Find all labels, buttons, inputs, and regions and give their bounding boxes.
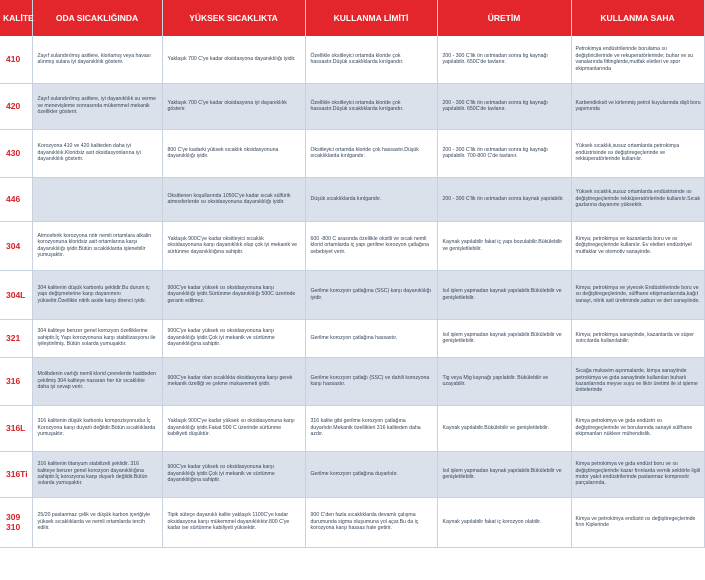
uretim-cell: 200 - 300 C'lik ön ısıtmadan sonra tig kaynağı yapılabilir. 650C'de tavlanır. (437, 83, 571, 129)
yuksek-sicaklikta-cell: 800 C'ye kadarki yüksek sıcaklık oksidasyonuna dayanıklılığı iyidir. (162, 129, 305, 177)
kullanma-sahasi-cell: Kimya; petrokimya ve kazanlarda boru ve ısı değiştiregeçlerinde kullanılır. Ev eletleri endüstriyel mutfaklar ve otomotiv sanayinde. (571, 221, 704, 270)
kalite-cell: 446 (0, 177, 32, 221)
kalite-cell: 321 (0, 319, 32, 357)
kullanma-limiti-cell: Gerilme korozyon çatlağına hassastır. (305, 319, 437, 357)
table-row (0, 405, 704, 451)
kalite-cell: 316Ti (0, 451, 32, 497)
header-row (0, 0, 704, 36)
header-kullanma-sahasi: KULLANMA SAHA (571, 0, 704, 36)
table-row (0, 357, 704, 405)
kullanma-limiti-cell: Oksitleyici ortamda kloride çok hassastır.Düşük sıcaklıklarda kırılgandır. (305, 129, 437, 177)
kullanma-sahasi-cell: Kimya petrokimya ve gıda endüst boru ve ısı değiştiregeçlerinde kazar fırınlarda vernik sektörle ilgili motor yakıt endüstrilerinde paslanmaz kompresör parçalarında. (571, 451, 704, 497)
table-row (0, 221, 704, 270)
kullanma-limiti-cell: 900 C'den fazla sıcaklıklarda devamlı çalışma durumunda sigma oluşumuna yol açar.Bu da iç korozyona karşı hassas hale getirir. (305, 497, 437, 547)
kullanma-sahasi-cell: Yüksek sıcaklık,susuz ortamlarda endüstrisinde ısı değiştiregeçlerinde rekküperatörlerinde kullanılır.Sıcak gazlarına dayanımı yüksektir. (571, 177, 704, 221)
kullanma-sahasi-cell: Karbendioksit ve kirlenmiş petrol kuyularında dişli boru yapımında (571, 83, 704, 129)
oda-sicakliginda-cell: Korozyona 410 ve 420 kaliteden daha iyi dayanıklılık.Kloridsiz asit oksidasyonlarına iyi dayanıklılık gösterir. (32, 129, 162, 177)
kalite-cell: 430 (0, 129, 32, 177)
yuksek-sicaklikta-cell: Yaklaşık 900C'ye kadar yüksek ısı oksidasyonuna karşı dayanıklılığı iyidir.Fakat 500 C üzerinde sürtünme kabiliyeti düşüktür. (162, 405, 305, 451)
uretim-cell: 200 - 300 C'lik ön ısıtmadan sonra kaynak yapılabilir. (437, 177, 571, 221)
uretim-cell: Isıl işlem yapmadan kaynak yapılabilir.Bükülebilir ve genişletilebilir. (437, 270, 571, 319)
uretim-cell: Tig veya Mig kaynağı yapılabilir. Bükülebilir ve uzayabilir. (437, 357, 571, 405)
oda-sicakliginda-cell: Zayıf sulandırılmış asitlere, klorlamış veya havası alınmış sulara iyi dayanıklılık gösterir. (32, 36, 162, 83)
table-row (0, 451, 704, 497)
table-row (0, 270, 704, 319)
yuksek-sicaklikta-cell: 900C'ye kadar yüksek ısı oksidasyonuna karşı dayanıklılığı iyidir.Sürtünme dayanıklılığı 500C üzerinde gerantı edilmez. (162, 270, 305, 319)
table-row (0, 83, 704, 129)
yuksek-sicaklikta-cell: Yaklaşık 900C'ye kadar oksitleyici sıcaklık oksidasyonuna karşı dayanıklılık olup çok iyi mekanik ve sürtünme dayanıklılığına sahiptir. (162, 221, 305, 270)
kalite-cell: 316L (0, 405, 32, 451)
kullanma-sahasi-cell: Kimya petrokimya ve gıda endüstri ısı değiştiregeçlerinde ve borularında sanayii sülfhane ekipmanları nükleer mühendislik. (571, 405, 704, 451)
header-uretim: ÜRETİM (437, 0, 571, 36)
kullanma-limiti-cell: Gerilme korozyon çatlağı (SSC) ve dahili korozyona karşı hassastır. (305, 357, 437, 405)
kullanma-limiti-cell: Özellikle oksitleyici ortamda kloride çok hassastır.Düşük sıcaklıklarda kırılgandır. (305, 83, 437, 129)
table-row (0, 497, 704, 547)
header-oda-sicakliginda: ODA SICAKLIĞINDA (32, 0, 162, 36)
yuksek-sicaklikta-cell: 900C'ye kadar yüksek ısı oksidasyonuna karşı dayanıklılığı iyidir.Çok iyi mekanik ve sürtünme dayanıklılığına sahiptir. (162, 451, 305, 497)
kullanma-sahasi-cell: Petrokimya endüstrilerinde borulama ısı değiştiricilerinde ve rekuperatörlerinde; buhar ve su vanalarında fittinglerde,mutfak eletleri ve spor ekipmanlarında (571, 36, 704, 83)
uretim-cell: 200 - 300 C'lik ön ısıtmadan sonra tig kaynağı yapılabilir. 700-800 C'de tavlanır. (437, 129, 571, 177)
header-yuksek-sicaklikta: YÜKSEK SICAKLIKTA (162, 0, 305, 36)
kalite-cell: 304 (0, 221, 32, 270)
table-row (0, 129, 704, 177)
kullanma-sahasi-cell: Yüksek sıcaklık,susuz ortamlarda petrokimya endüstrisinde ısı değiştiregeçlerinde ve rekküperatörlerinde kullanılır. (571, 129, 704, 177)
yuksek-sicaklikta-cell: Yaklaşık 700 C'ye kadar oksidasyona iyi dayanıklılık gösterir. (162, 83, 305, 129)
oda-sicakliginda-cell: Molibdenin varlığı nemli klorid çevrelerde haddeden çekilmiş 304 kaliteye nazaran her tür sıcaklıkte daha iyi cevap verir. (32, 357, 162, 405)
kullanma-limiti-cell: Özellikle oksitleyici ortamda kloride çok hassastır.Düşük sıcaklıklarda kırılgandır. (305, 36, 437, 83)
oda-sicakliginda-cell: Atmosferik korozyona nötr nemli ortamlara alkalin korozyonuna kloridsiz asit ortamlarına karşı dayanıklılığı iyidir.Bütün sıcaklıklarda işlenebilir yumuşaktır. (32, 221, 162, 270)
uretim-cell: 200 - 300 C'lik ön ısıtmadan sonra tig kaynağı yapılabilir. 650C'de tavlanır. (437, 36, 571, 83)
yuksek-sicaklikta-cell: Tipik süteçe dayanıklı kalite yaklaşık 1100C'ye kadar oksidasyona karşı mükemmel dayanıklılıktır.800 C'ye kadar ise sürtünme kabiliyeti yüksektir. (162, 497, 305, 547)
uretim-cell: Kaynak yapılabilir.Bükülebilir ve genişletilebilir. (437, 405, 571, 451)
kullanma-sahasi-cell: Kimya; petrokimya sanayiinde, kazanlarda ve süper ısıtıcılarda kullanılabilir. (571, 319, 704, 357)
kullanma-sahasi-cell: Kimya ve petrokimya endüstri ısı değiştiregeçlerinde fırın Kiplerinde (571, 497, 704, 547)
table-row (0, 36, 704, 83)
header-kalite: KALİTE (0, 0, 32, 36)
yuksek-sicaklikta-cell: Yaklaşık 700 C'ye kadar oksidasyona dayanıklılığı iyidir. (162, 36, 305, 83)
kullanma-limiti-cell: Gerilme korozyon çatlağına (SSC) karşı dayanıklılığı iyidir. (305, 270, 437, 319)
kalite-cell: 410 (0, 36, 32, 83)
kullanma-sahasi-cell: Kimya; petrokimya ve yiyecek Endüstrilerinde boru ve ısı değiştiregeçlerinde, sülfhane ekipmanlarında,kağıt sanayi, nitrik asit üretiminde,sabun ve deri sanayiinde. (571, 270, 704, 319)
kullanma-limiti-cell: 600 -800 C arasında özellikle oksitli ve sıcak nemli klorid ortamlarda iç yapı gerilme korozyon çatlağına sebebiyet verir. (305, 221, 437, 270)
uretim-cell: Kaynak yapılabilir fakat iç yapı bozulabilir.Bükülebilir ve genişletilebilir. (437, 221, 571, 270)
kalite-cell: 420 (0, 83, 32, 129)
table-row (0, 319, 704, 357)
uretim-cell: Isıl işlem yapmadan kaynak yapılabilir.Bükülebilir ve genişletilebilir. (437, 451, 571, 497)
table-row (0, 177, 704, 221)
kullanma-sahasi-cell: Sıcağa mukavim aşınmalarde, kimya sanayiinde petrokimya ve gıda sanayiinde kullanılan buharlı kazanlarında meyve suyu ve likör üretimi ile st işleme ünitelerinde (571, 357, 704, 405)
table-body (0, 36, 704, 547)
kullanma-limiti-cell: 316 kalite gibi gerilme korozyon çatlağına duyarlıdır.Mekanik özellikleri 316 kaliteden daha azdır. (305, 405, 437, 451)
oda-sicakliginda-cell: Zayıf sulandırılmış asitlere, iyi dayanıklılık su verme ve menevişleme sonrasında mükemmel mekanik özellikler gösterir. (32, 83, 162, 129)
kalite-cell: 316 (0, 357, 32, 405)
oda-sicakliginda-cell: 316 kalitenin titanyum stabilizeli şeklidir. 316 kaliteye benzer genel korozyon dayanıklılığına sahiptir.İç korozyona karşı duyarlı değildir.Bütün ısılarda yumuşaktır. (32, 451, 162, 497)
header-kullanma-limiti: KULLANMA LİMİTİ (305, 0, 437, 36)
yuksek-sicaklikta-cell: Oksitlenen koşullarında 1050C'ye kadar sıcak sülfürik atmosferlerde ısı oksidasyonuna dayanıklılığı iyidir. (162, 177, 305, 221)
oda-sicakliginda-cell: 304 kalitenin düşük karbonlu şeklidir.Bu durum iç yapı değişmelerine karşı dayanımını yükseltir.Özellikle nitrik aside karşı direnci iyidir. (32, 270, 162, 319)
kalite-cell: 309 310 (0, 497, 32, 547)
yuksek-sicaklikta-cell: 900C'ye kadar olan sıcaklıkta oksidasyona karşı gerek mekanik özelliği ve çekme mukavemeti iyidir. (162, 357, 305, 405)
kalite-cell: 304L (0, 270, 32, 319)
uretim-cell: Kaynak yapılabilir fakat iç korozyon olabilir. (437, 497, 571, 547)
kullanma-limiti-cell: Düşük sıcaklıklarda kırılgandır. (305, 177, 437, 221)
yuksek-sicaklikta-cell: 900C'ye kadar yüksek ısı oksidasyonuna karşı dayanıklılığı iyidir.Çok iyi mekanik ve sürtünme dayanıklılığına sahiptir. (162, 319, 305, 357)
oda-sicakliginda-cell (32, 177, 162, 221)
kullanma-limiti-cell: Gerilme korozyon çatlağına duyarlıdır. (305, 451, 437, 497)
oda-sicakliginda-cell: 304 kaliteye benzer genel korozyon özelliklerine sahiptir.İç Yapı korozyonuna karşı stabilizasyonu ile iyileştirilmiş. Bütün ısılarda yumuşaktır. (32, 319, 162, 357)
oda-sicakliginda-cell: 316 kalitenin düşük karbonlu kompozisyonudur.İç Korozyona karşı duyarlı değildir.Bütün sıcaklıklarda yumuşaktır. (32, 405, 162, 451)
uretim-cell: Isıl işlem yapmadan kaynak yapılabilir.Bükülebilir ve genişletilebilir. (437, 319, 571, 357)
oda-sicakliginda-cell: 25/20 paslanmaz çelik ve düşük karbon içeriğiyle yüksek sıcaklıklarda ve nemli ortamlarda tercih edilir. (32, 497, 162, 547)
